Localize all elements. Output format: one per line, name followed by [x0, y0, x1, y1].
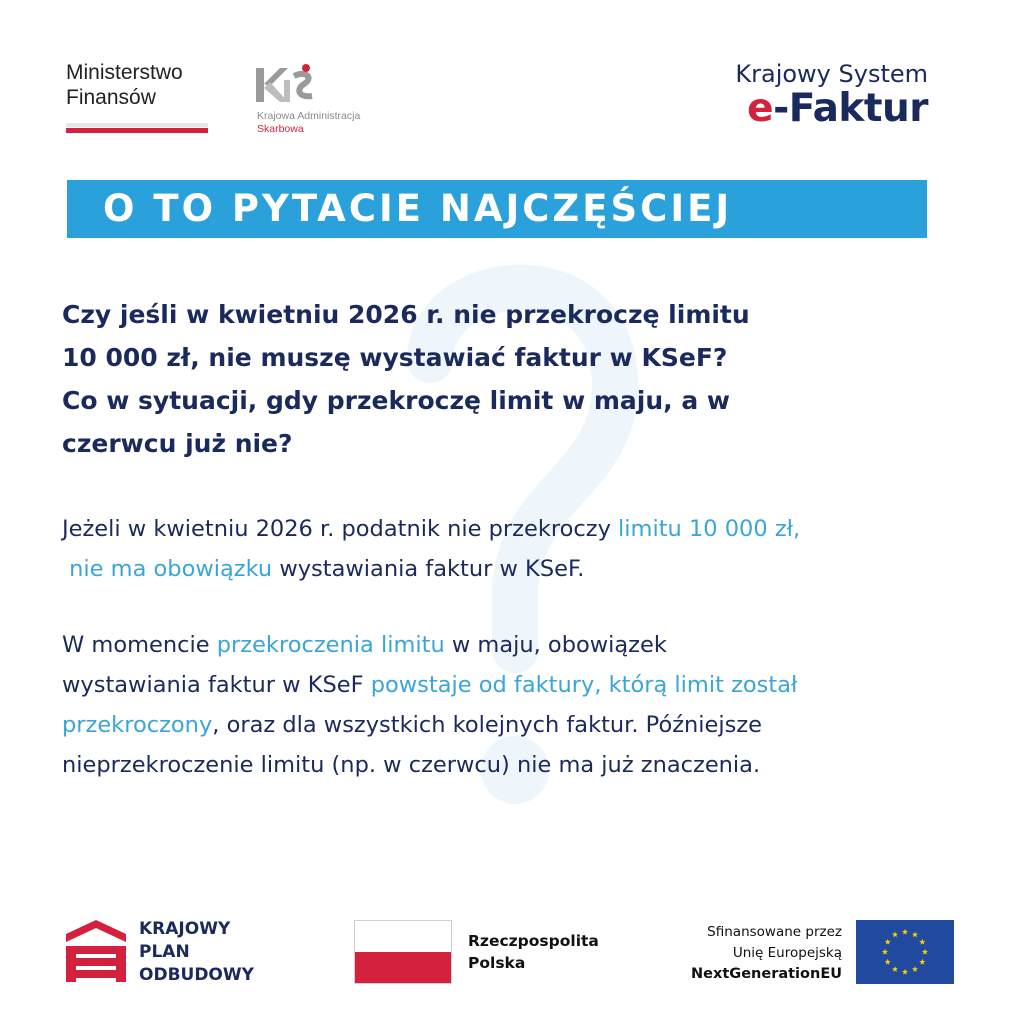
polish-flag-red-stripe — [355, 952, 451, 983]
eu-line: Sfinansowane przez — [707, 924, 842, 940]
question-line: czerwcu już nie? — [62, 429, 293, 458]
answer-highlight: nie ma obowiązku — [62, 556, 273, 582]
faq-banner-title: O TO PYTACIE NAJCZĘŚCIEJ — [103, 187, 733, 230]
kas-logo-icon — [254, 62, 318, 108]
answer-line — [62, 625, 992, 665]
ksef-logo-e: e — [747, 86, 774, 131]
kas-name-line2: Skarbowa — [257, 123, 304, 135]
answer-text: , oraz dla wszystkich kolejnych faktur. Późniejsze — [212, 712, 762, 738]
kpo-line: ODBUDOWY — [139, 965, 254, 985]
question-line: Co w sytuacji, gdy przekroczę limit w maju, a w — [62, 386, 731, 415]
answer-highlight: limitu 10 000 zł, — [618, 516, 801, 542]
question-line: 10 000 zł, nie muszę wystawiać faktur w KSeF? — [62, 343, 728, 372]
ministry-logo-white-bar — [66, 123, 208, 127]
answer-text: w maju, obowiązek — [444, 632, 667, 658]
ksef-logo-subtitle: Krajowy System — [735, 60, 928, 88]
answer-line — [62, 705, 992, 745]
ministry-logo-text — [66, 60, 183, 110]
eu-line: Unię Europejską — [732, 945, 842, 961]
answer-paragraph-1 — [62, 509, 992, 589]
eu-line: NextGenerationEU — [691, 966, 842, 982]
eu-funding-text — [691, 922, 842, 985]
rzeczpospolita-text — [468, 930, 599, 974]
answer-line — [62, 549, 992, 589]
answer-text: Jeżeli w kwietniu 2026 r. podatnik nie przekroczy — [62, 516, 619, 542]
ksef-logo-faktur: -Faktur — [773, 86, 928, 131]
rp-line: Polska — [468, 954, 526, 972]
kpo-logo-icon — [64, 918, 128, 984]
answer-text: W momencie — [62, 632, 217, 658]
kpo-line: PLAN — [139, 942, 190, 962]
answer-line — [62, 745, 992, 785]
answer-paragraph-2 — [62, 625, 992, 785]
answer-highlight: przekroczenia limitu — [216, 632, 445, 658]
kpo-line: KRAJOWY — [139, 919, 231, 939]
kpo-logo-text — [139, 918, 254, 987]
polish-flag-white-stripe — [355, 921, 451, 952]
kas-name-line1: Krajowa Administracja — [257, 110, 361, 122]
answer-text: wystawiania faktur w KSeF. — [272, 556, 585, 582]
answer-text: wystawiania faktur w KSeF — [62, 672, 371, 698]
ministry-line1: Ministerstwo — [66, 61, 183, 84]
faq-question — [62, 293, 962, 465]
question-line: Czy jeśli w kwietniu 2026 r. nie przekroczę limitu — [62, 300, 750, 329]
ministry-line2: Finansów — [66, 86, 156, 109]
eu-flag-icon — [856, 920, 954, 984]
answer-highlight: przekroczony — [62, 712, 213, 738]
answer-line — [62, 665, 992, 705]
answer-highlight: powstaje od faktury, którą limit został — [370, 672, 798, 698]
ministry-logo-red-bar — [66, 128, 208, 133]
ksef-logo-title — [747, 86, 928, 131]
rp-line: Rzeczpospolita — [468, 932, 599, 950]
answer-line — [62, 509, 992, 549]
answer-text: nieprzekroczenie limitu (np. w czerwcu) nie ma już znaczenia. — [62, 752, 761, 778]
